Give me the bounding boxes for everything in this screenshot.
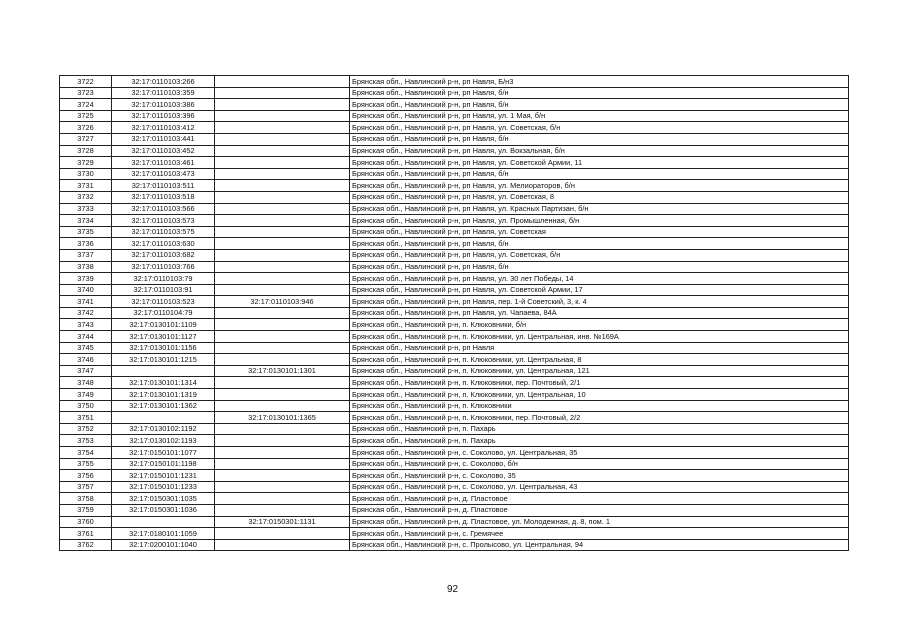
related-cadastral-number-cell [215,458,350,470]
table-row [60,400,849,412]
table-row [60,447,849,459]
row-number-cell: 3733 [60,203,112,215]
cadastral-number-cell: 32:17:0130101:1215 [112,354,215,366]
cadastral-number-cell: 32:17:0130101:1127 [112,331,215,343]
address-cell: Брянская обл., Навлинский р-н, рп Навля, ул. Чапаева, 84А [350,307,849,319]
cadastral-number-cell: 32:17:0180101:1059 [112,528,215,540]
table-row [60,331,849,343]
related-cadastral-number-cell [215,481,350,493]
cadastral-number-cell: 32:17:0130101:1156 [112,342,215,354]
address-cell: Брянская обл., Навлинский р-н, рп Навля, б/н [350,87,849,99]
page-number: 92 [446,584,459,595]
cadastral-number-cell: 32:17:0110103:473 [112,168,215,180]
address-cell: Брянская обл., Навлинский р-н, п. Клюковники, б/н [350,319,849,331]
cadastral-number-cell: 32:17:0110103:523 [112,296,215,308]
row-number-cell: 3753 [60,435,112,447]
row-number-cell: 3732 [60,191,112,203]
row-number-cell: 3731 [60,180,112,192]
row-number-cell: 3737 [60,249,112,261]
address-cell: Брянская обл., Навлинский р-н, п. Клюковники, ул. Центральная, 10 [350,389,849,401]
cadastral-number-cell [112,516,215,528]
cadastral-number-cell: 32:17:0130101:1314 [112,377,215,389]
table-row [60,516,849,528]
row-number-cell: 3755 [60,458,112,470]
related-cadastral-number-cell [215,226,350,238]
row-number-cell: 3726 [60,122,112,134]
row-number-cell: 3741 [60,296,112,308]
related-cadastral-number-cell [215,319,350,331]
address-cell: Брянская обл., Навлинский р-н, п. Пахарь [350,423,849,435]
related-cadastral-number-cell [215,354,350,366]
address-cell: Брянская обл., Навлинский р-н, рп Навля, б/н [350,99,849,111]
cadastral-number-cell: 32:17:0110103:266 [112,76,215,88]
row-number-cell: 3725 [60,110,112,122]
row-number-cell: 3760 [60,516,112,528]
cadastral-number-cell: 32:17:0110103:396 [112,110,215,122]
table-row [60,168,849,180]
related-cadastral-number-cell [215,133,350,145]
cadastral-number-cell: 32:17:0130101:1109 [112,319,215,331]
row-number-cell: 3722 [60,76,112,88]
row-number-cell: 3730 [60,168,112,180]
row-number-cell: 3756 [60,470,112,482]
row-number-cell: 3743 [60,319,112,331]
address-cell: Брянская обл., Навлинский р-н, рп Навля, б/н [350,261,849,273]
table-row [60,493,849,505]
table-row [60,319,849,331]
table-row [60,458,849,470]
table-row [60,435,849,447]
cadastral-number-cell: 32:17:0150301:1035 [112,493,215,505]
cadastral-number-cell: 32:17:0110103:766 [112,261,215,273]
related-cadastral-number-cell [215,87,350,99]
address-cell: Брянская обл., Навлинский р-н, д. Пластовое, ул. Молодежная, д. 8, пом. 1 [350,516,849,528]
table-row [60,307,849,319]
cadastral-number-cell: 32:17:0110103:511 [112,180,215,192]
table-row [60,99,849,111]
cadastral-number-cell: 32:17:0150101:1233 [112,481,215,493]
related-cadastral-number-cell [215,539,350,551]
row-number-cell: 3748 [60,377,112,389]
row-number-cell: 3747 [60,365,112,377]
related-cadastral-number-cell: 32:17:0130101:1301 [215,365,350,377]
address-cell: Брянская обл., Навлинский р-н, рп Навля, ул. Мелиораторов, б/н [350,180,849,192]
cadastral-number-cell [112,412,215,424]
cadastral-number-cell: 32:17:0110103:566 [112,203,215,215]
row-number-cell: 3739 [60,273,112,285]
cadastral-number-cell: 32:17:0110103:575 [112,226,215,238]
row-number-cell: 3762 [60,539,112,551]
cadastral-number-cell: 32:17:0110103:359 [112,87,215,99]
cadastral-number-cell: 32:17:0150301:1036 [112,504,215,516]
row-number-cell: 3740 [60,284,112,296]
address-cell: Брянская обл., Навлинский р-н, с. Соколово, 35 [350,470,849,482]
table-row [60,481,849,493]
table-row [60,87,849,99]
address-cell: Брянская обл., Навлинский р-н, рп Навля, ул. Советская, б/н [350,122,849,134]
table-row [60,145,849,157]
address-cell: Брянская обл., Навлинский р-н, п. Клюковники, пер. Почтовый, 2/2 [350,412,849,424]
address-cell: Брянская обл., Навлинский р-н, рп Навля, ул. 1 Мая, б/н [350,110,849,122]
related-cadastral-number-cell [215,203,350,215]
related-cadastral-number-cell [215,180,350,192]
table-row [60,157,849,169]
table-row [60,539,849,551]
row-number-cell: 3745 [60,342,112,354]
cadastral-number-cell: 32:17:0110103:452 [112,145,215,157]
related-cadastral-number-cell [215,435,350,447]
cadastral-number-cell: 32:17:0130101:1362 [112,400,215,412]
related-cadastral-number-cell: 32:17:0110103:946 [215,296,350,308]
table-row [60,180,849,192]
related-cadastral-number-cell [215,76,350,88]
related-cadastral-number-cell [215,249,350,261]
related-cadastral-number-cell: 32:17:0130101:1365 [215,412,350,424]
related-cadastral-number-cell [215,377,350,389]
related-cadastral-number-cell [215,331,350,343]
row-number-cell: 3759 [60,504,112,516]
related-cadastral-number-cell [215,191,350,203]
table-row [60,122,849,134]
table-row [60,203,849,215]
cadastral-number-cell: 32:17:0110103:441 [112,133,215,145]
row-number-cell: 3738 [60,261,112,273]
row-number-cell: 3750 [60,400,112,412]
address-cell: Брянская обл., Навлинский р-н, рп Навля, ул. Советская, 8 [350,191,849,203]
table-row [60,365,849,377]
address-cell: Брянская обл., Навлинский р-н, д. Пластовое [350,493,849,505]
table-row [60,504,849,516]
cadastral-number-cell: 32:17:0200101:1040 [112,539,215,551]
cadastral-number-cell: 32:17:0130102:1192 [112,423,215,435]
cadastral-number-cell: 32:17:0110103:518 [112,191,215,203]
cadastral-number-cell: 32:17:0110103:630 [112,238,215,250]
address-cell: Брянская обл., Навлинский р-н, рп Навля, б/н [350,133,849,145]
row-number-cell: 3761 [60,528,112,540]
address-cell: Брянская обл., Навлинский р-н, п. Клюковники, ул. Центральная, инв. №169А [350,331,849,343]
table-row [60,296,849,308]
address-cell: Брянская обл., Навлинский р-н, рп Навля, б/н [350,238,849,250]
address-cell: Брянская обл., Навлинский р-н, рп Навля, ул. 30 лет Победы, 14 [350,273,849,285]
cadastral-number-cell: 32:17:0110103:461 [112,157,215,169]
cadastral-number-cell: 32:17:0110103:386 [112,99,215,111]
related-cadastral-number-cell [215,400,350,412]
cadastral-number-cell: 32:17:0110103:412 [112,122,215,134]
related-cadastral-number-cell [215,145,350,157]
address-cell: Брянская обл., Навлинский р-н, рп Навля [350,342,849,354]
address-cell: Брянская обл., Навлинский р-н, п. Клюковники, пер. Почтовый, 2/1 [350,377,849,389]
related-cadastral-number-cell [215,273,350,285]
related-cadastral-number-cell [215,215,350,227]
cadastral-number-cell: 32:17:0110103:573 [112,215,215,227]
address-cell: Брянская обл., Навлинский р-н, рп Навля, ул. Вокзальная, б/н [350,145,849,157]
row-number-cell: 3742 [60,307,112,319]
row-number-cell: 3749 [60,389,112,401]
address-cell: Брянская обл., Навлинский р-н, рп Навля, ул. Промышленная, б/н [350,215,849,227]
cadastral-number-cell: 32:17:0110103:682 [112,249,215,261]
related-cadastral-number-cell [215,261,350,273]
table-row [60,76,849,88]
cadastral-number-cell: 32:17:0130102:1193 [112,435,215,447]
table-row [60,249,849,261]
row-number-cell: 3729 [60,157,112,169]
table-row [60,377,849,389]
related-cadastral-number-cell [215,389,350,401]
table-row [60,133,849,145]
related-cadastral-number-cell: 32:17:0150301:1131 [215,516,350,528]
related-cadastral-number-cell [215,110,350,122]
row-number-cell: 3736 [60,238,112,250]
related-cadastral-number-cell [215,504,350,516]
property-registry-table [59,75,849,551]
cadastral-number-cell: 32:17:0150101:1198 [112,458,215,470]
table-row [60,238,849,250]
address-cell: Брянская обл., Навлинский р-н, с. Гремячее [350,528,849,540]
row-number-cell: 3724 [60,99,112,111]
related-cadastral-number-cell [215,447,350,459]
cadastral-number-cell: 32:17:0150101:1231 [112,470,215,482]
address-cell: Брянская обл., Навлинский р-н, рп Навля, б/н [350,168,849,180]
row-number-cell: 3727 [60,133,112,145]
cadastral-number-cell: 32:17:0110104:79 [112,307,215,319]
row-number-cell: 3754 [60,447,112,459]
table-row [60,412,849,424]
related-cadastral-number-cell [215,168,350,180]
cadastral-number-cell [112,365,215,377]
row-number-cell: 3734 [60,215,112,227]
table-row [60,110,849,122]
table-row [60,261,849,273]
row-number-cell: 3728 [60,145,112,157]
address-cell: Брянская обл., Навлинский р-н, рп Навля, Б/н3 [350,76,849,88]
related-cadastral-number-cell [215,423,350,435]
related-cadastral-number-cell [215,238,350,250]
table-row [60,215,849,227]
cadastral-number-cell: 32:17:0150101:1077 [112,447,215,459]
table-row [60,389,849,401]
table-row [60,226,849,238]
table-row [60,284,849,296]
address-cell: Брянская обл., Навлинский р-н, рп Навля, ул. Красных Партизан, б/н [350,203,849,215]
related-cadastral-number-cell [215,284,350,296]
address-cell: Брянская обл., Навлинский р-н, рп Навля, ул. Советская [350,226,849,238]
related-cadastral-number-cell [215,99,350,111]
address-cell: Брянская обл., Навлинский р-н, п. Клюковники, ул. Центральная, 121 [350,365,849,377]
row-number-cell: 3723 [60,87,112,99]
related-cadastral-number-cell [215,157,350,169]
row-number-cell: 3758 [60,493,112,505]
row-number-cell: 3751 [60,412,112,424]
table-row [60,470,849,482]
related-cadastral-number-cell [215,342,350,354]
related-cadastral-number-cell [215,307,350,319]
related-cadastral-number-cell [215,493,350,505]
table-row [60,342,849,354]
address-cell: Брянская обл., Навлинский р-н, д. Пластовое [350,504,849,516]
row-number-cell: 3752 [60,423,112,435]
related-cadastral-number-cell [215,122,350,134]
related-cadastral-number-cell [215,528,350,540]
row-number-cell: 3746 [60,354,112,366]
address-cell: Брянская обл., Навлинский р-н, с. Пролысово, ул. Центральная, 94 [350,539,849,551]
address-cell: Брянская обл., Навлинский р-н, п. Клюковники [350,400,849,412]
related-cadastral-number-cell [215,470,350,482]
table-row [60,423,849,435]
address-cell: Брянская обл., Навлинский р-н, рп Навля, пер. 1-й Советский, 3, к. 4 [350,296,849,308]
table-row [60,528,849,540]
table-body [60,76,849,551]
address-cell: Брянская обл., Навлинский р-н, с. Соколово, б/н [350,458,849,470]
cadastral-number-cell: 32:17:0130101:1319 [112,389,215,401]
address-cell: Брянская обл., Навлинский р-н, рп Навля, ул. Советской Армии, 11 [350,157,849,169]
address-cell: Брянская обл., Навлинский р-н, с. Соколово, ул. Центральная, 35 [350,447,849,459]
address-cell: Брянская обл., Навлинский р-н, п. Пахарь [350,435,849,447]
row-number-cell: 3757 [60,481,112,493]
cadastral-number-cell: 32:17:0110103:79 [112,273,215,285]
address-cell: Брянская обл., Навлинский р-н, п. Клюковники, ул. Центральная, 8 [350,354,849,366]
address-cell: Брянская обл., Навлинский р-н, с. Соколово, ул. Центральная, 43 [350,481,849,493]
table-row [60,354,849,366]
address-cell: Брянская обл., Навлинский р-н, рп Навля, ул. Советская, б/н [350,249,849,261]
cadastral-number-cell: 32:17:0110103:91 [112,284,215,296]
table-row [60,191,849,203]
address-cell: Брянская обл., Навлинский р-н, рп Навля, ул. Советской Армии, 17 [350,284,849,296]
table-row [60,273,849,285]
row-number-cell: 3744 [60,331,112,343]
row-number-cell: 3735 [60,226,112,238]
